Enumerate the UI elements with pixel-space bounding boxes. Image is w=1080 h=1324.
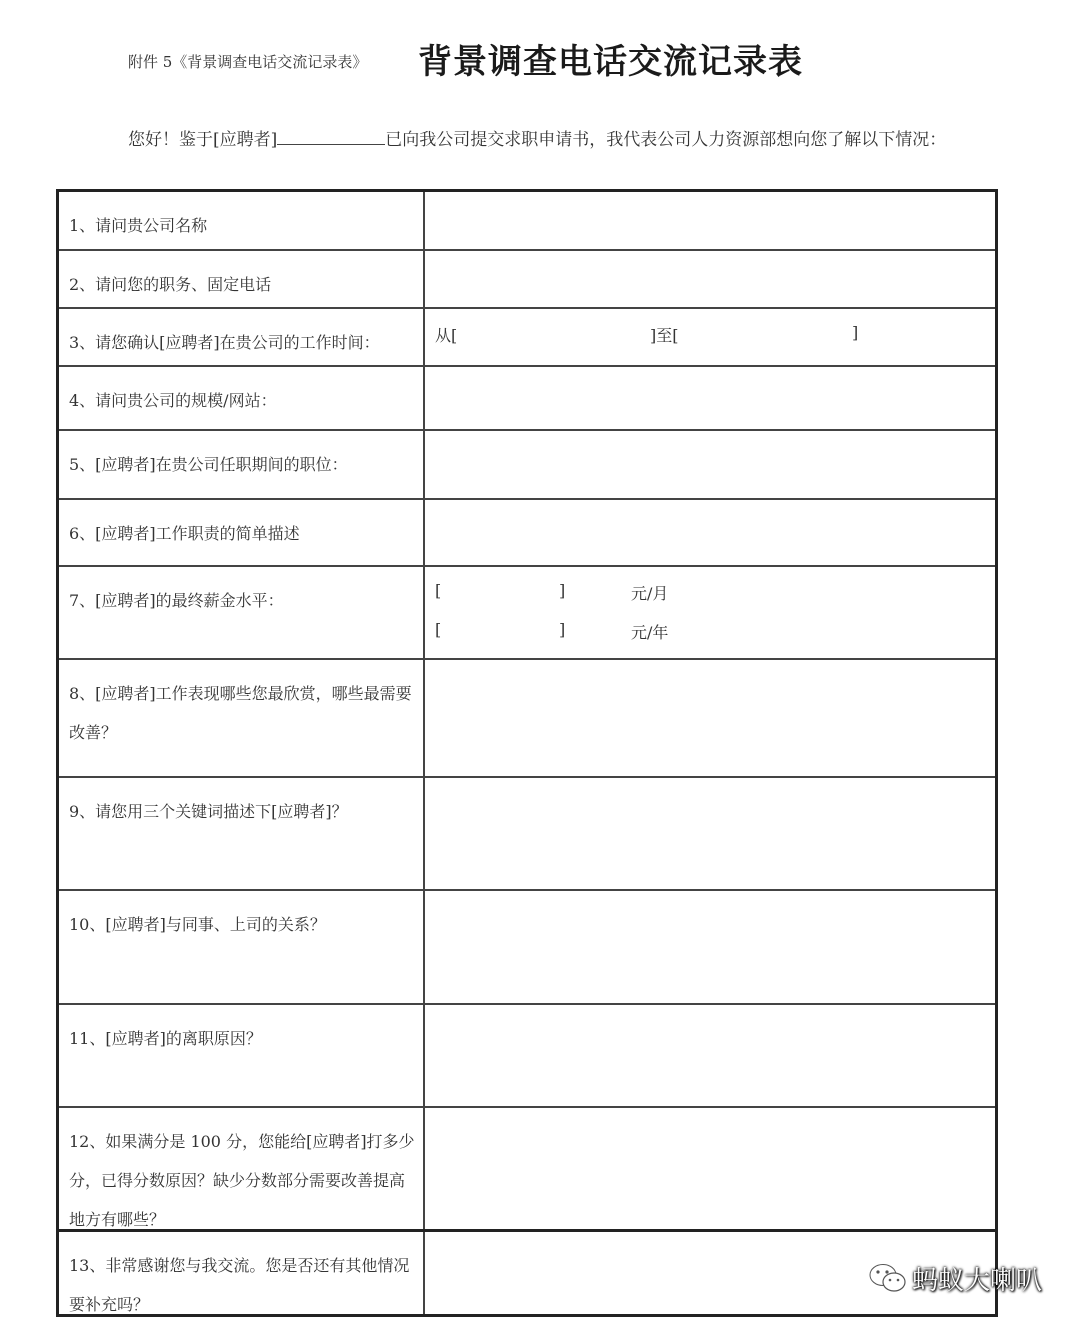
question-label: 13、非常感谢您与我交流。您是否还有其他情况要补充吗？ xyxy=(59,1232,425,1314)
leaving-reason-answer[interactable] xyxy=(425,1005,995,1106)
position-phone-answer[interactable] xyxy=(425,251,995,307)
question-label: 2、请问您的职务、固定电话 xyxy=(59,251,425,307)
intro-text-start: 您好！鉴于[应聘者] xyxy=(128,130,278,150)
wechat-icon xyxy=(868,1262,908,1294)
salary-month-close: ] xyxy=(559,581,566,600)
keywords-answer[interactable] xyxy=(425,778,995,889)
time-from-bracket: 从[ xyxy=(435,326,458,345)
form-row xyxy=(59,367,995,431)
attachment-label: 附件 5《背景调查电话交流记录表》 xyxy=(128,53,368,71)
record-form-table xyxy=(56,189,998,1317)
intro-text-end: 已向我公司提交求职申请书，我代表公司人力资源部想向您了解以下情况： xyxy=(385,130,947,150)
relationship-answer[interactable] xyxy=(425,891,995,1003)
salary-year-close: ] xyxy=(559,620,566,639)
form-row xyxy=(59,309,995,367)
form-row xyxy=(59,192,995,251)
form-row xyxy=(59,660,995,778)
form-row xyxy=(59,1005,995,1108)
form-row xyxy=(59,891,995,1005)
salary-answer[interactable] xyxy=(425,567,995,658)
salary-year-open: [ xyxy=(435,620,442,639)
time-to-bracket: ]至[ xyxy=(650,326,679,345)
company-name-answer[interactable] xyxy=(425,192,995,249)
question-label: 3、请您确认[应聘者]在贵公司的工作时间： xyxy=(59,309,425,365)
question-label: 4、请问贵公司的规模/网站： xyxy=(59,367,425,429)
intro-paragraph xyxy=(128,120,958,160)
question-label: 6、[应聘者]工作职责的简单描述 xyxy=(59,500,425,565)
question-label: 12、如果满分是 100 分，您能给[应聘者]打多少分，已得分数原因？缺少分数部分需要改善提高地方有哪些？ xyxy=(59,1108,425,1229)
question-label: 7、[应聘者]的最终薪金水平： xyxy=(59,567,425,658)
document-header xyxy=(128,34,1028,84)
performance-answer[interactable] xyxy=(425,660,995,776)
question-label: 9、请您用三个关键词描述下[应聘者]？ xyxy=(59,778,425,889)
form-row xyxy=(59,251,995,309)
form-row xyxy=(59,500,995,567)
work-period-answer[interactable] xyxy=(425,309,995,365)
form-row xyxy=(59,567,995,660)
job-title-answer[interactable] xyxy=(425,431,995,498)
question-label: 8、[应聘者]工作表现哪些您最欣赏，哪些最需要改善？ xyxy=(59,660,425,776)
question-label: 11、[应聘者]的离职原因？ xyxy=(59,1005,425,1106)
question-label: 1、请问贵公司名称 xyxy=(59,192,425,249)
form-row xyxy=(59,1232,995,1314)
form-row xyxy=(59,1108,995,1232)
form-row xyxy=(59,431,995,500)
question-label: 5、[应聘者]在贵公司任职期间的职位： xyxy=(59,431,425,498)
applicant-name-blank[interactable] xyxy=(277,126,385,145)
salary-month-unit: 元/月 xyxy=(631,584,669,603)
document-title: 背景调查电话交流记录表 xyxy=(418,42,803,82)
time-close-bracket: ] xyxy=(852,323,859,342)
score-answer[interactable] xyxy=(425,1108,995,1229)
salary-month-open: [ xyxy=(435,581,442,600)
company-scale-answer[interactable] xyxy=(425,367,995,429)
form-row xyxy=(59,778,995,891)
question-label: 10、[应聘者]与同事、上司的关系？ xyxy=(59,891,425,1003)
salary-year-unit: 元/年 xyxy=(631,623,669,642)
watermark-text: 蚂蚁大喇叭 xyxy=(912,1266,1043,1296)
duties-answer[interactable] xyxy=(425,500,995,565)
watermark xyxy=(868,1258,1058,1298)
